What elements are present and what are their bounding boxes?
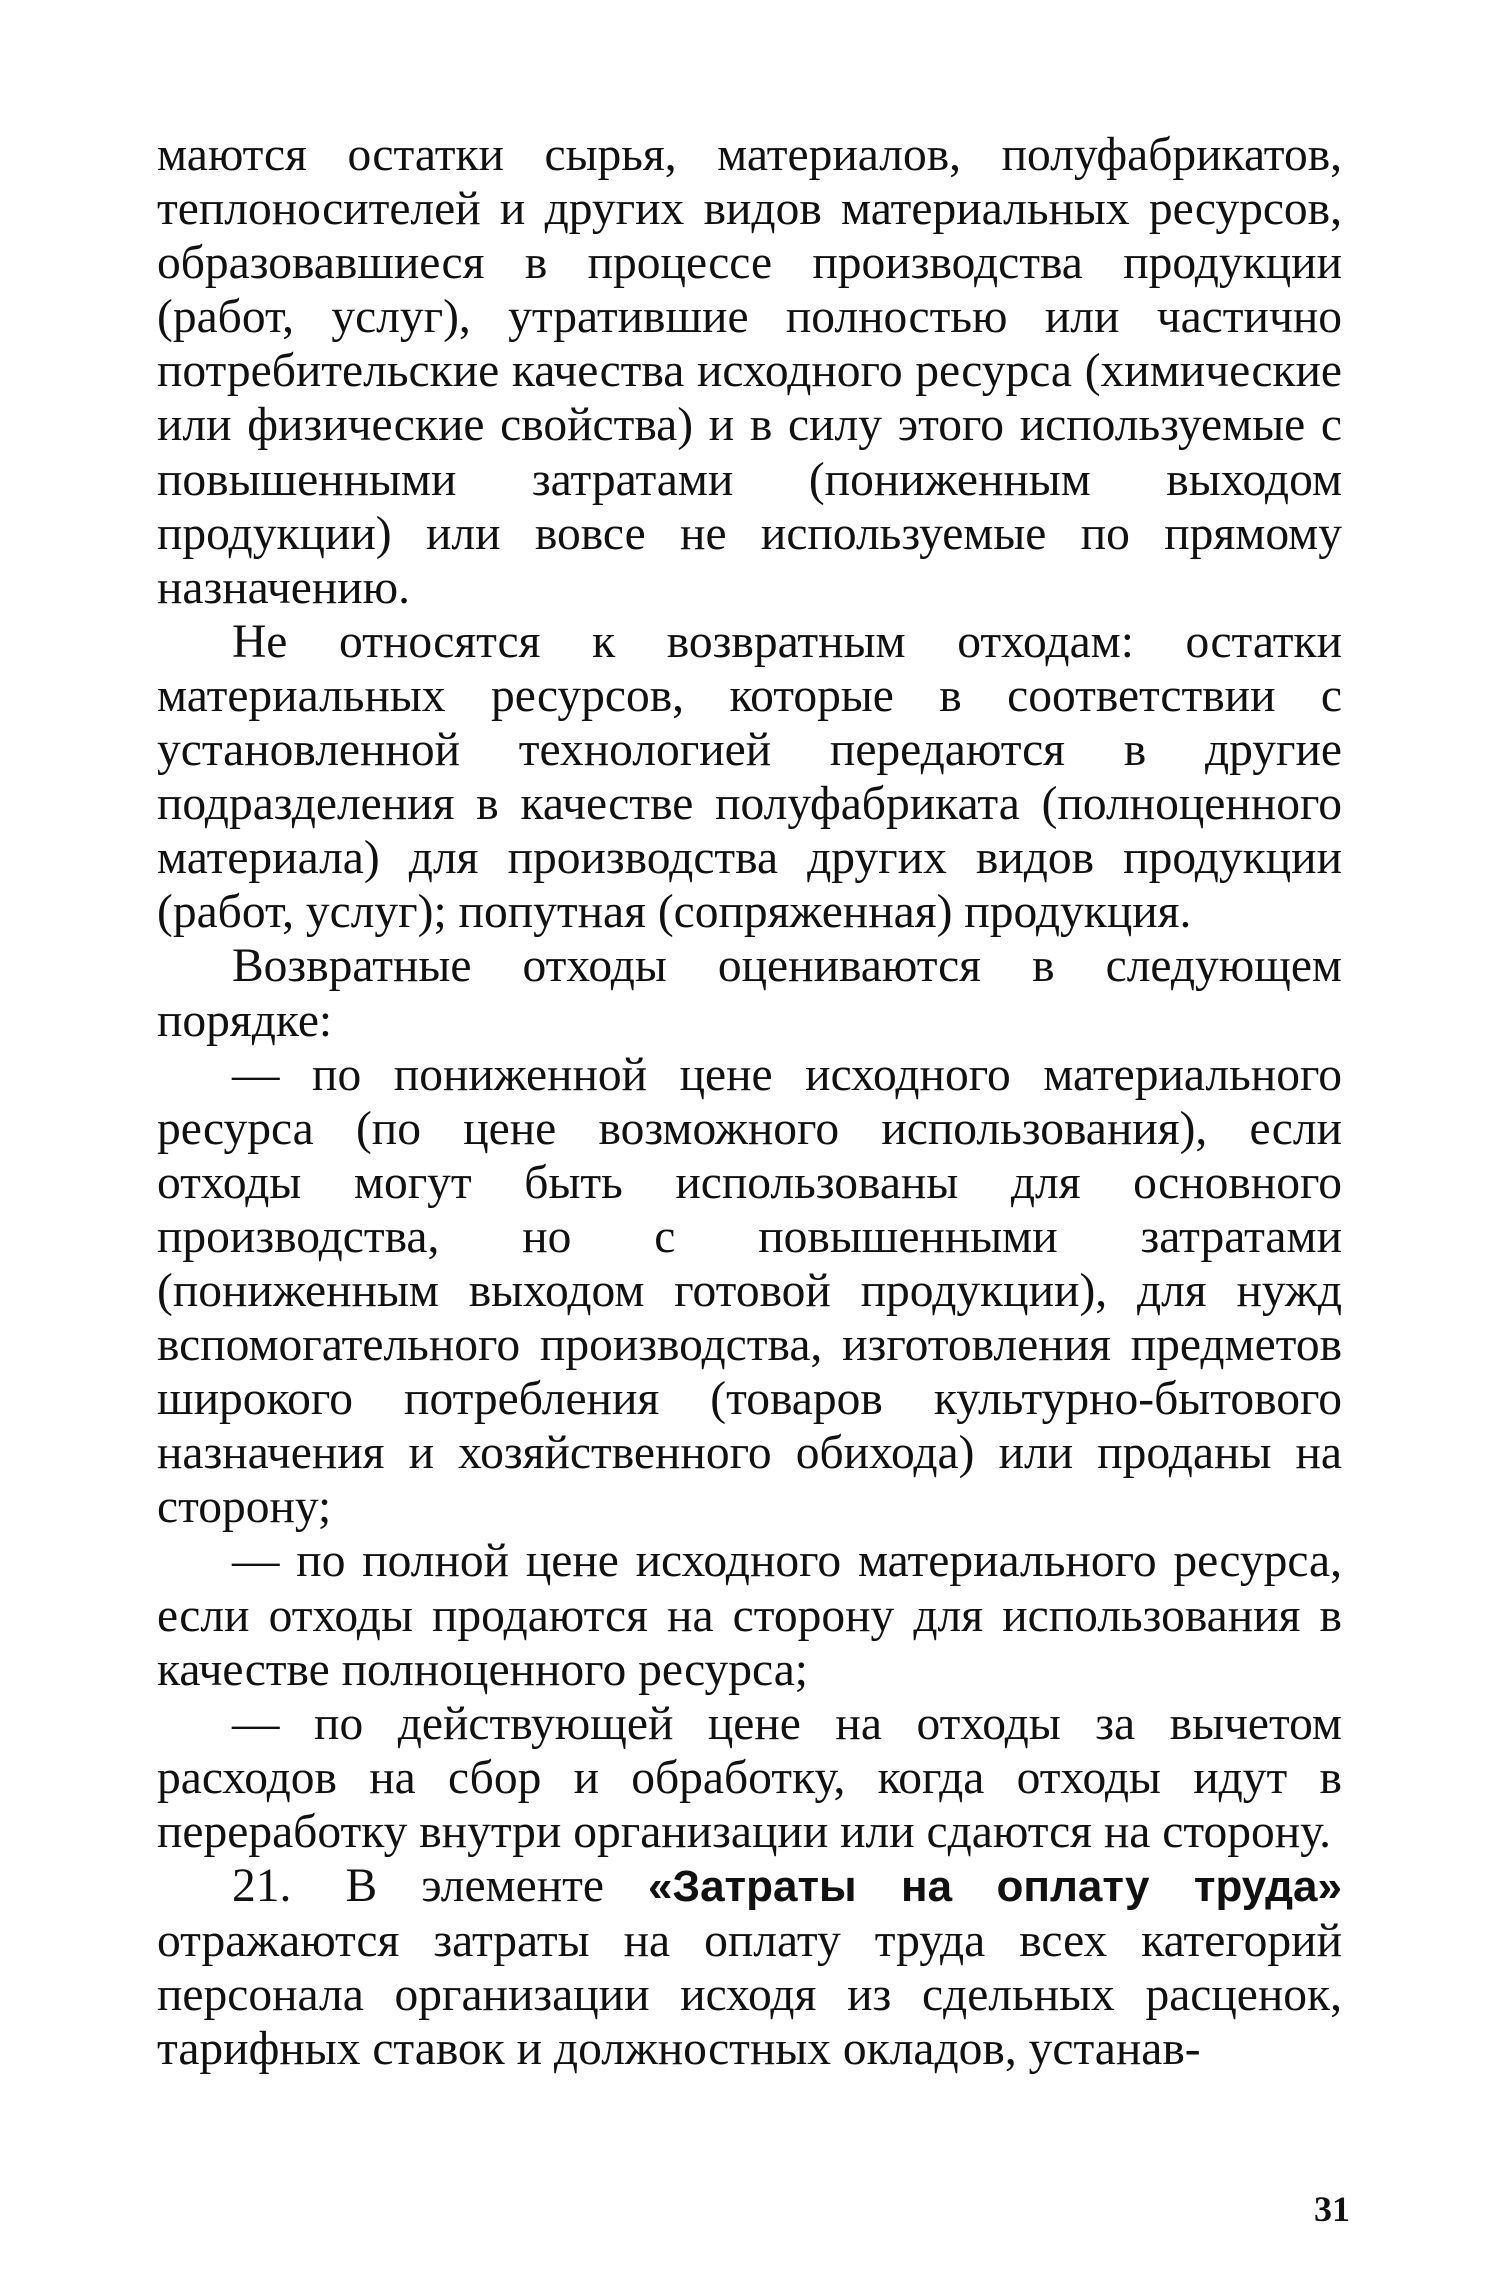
bullet-reduced-price: — по пониженной цене исходного материального ресурса (по цене возможного использования), если отходы могут быть использованы для основного производства, но с повышенными затратами (пониженным выходом готовой продукции), для нужд вспомогательного производства, изготовления предметов широкого потребления (товаров культурно-бытового назначения и хозяйственного обихода) или проданы на сторону; [157, 1048, 1342, 1534]
page-number: 31 [1314, 2189, 1350, 2229]
paragraph-not-returnable-waste: Не относятся к возвратным отходам: остатки материальных ресурсов, которые в соответствии с установленной технологией передаются в другие подразделения в качестве полуфабриката (полноценного материала) для производства других видов продукции (работ, услуг); попутная (сопряженная) продукция. [157, 615, 1342, 939]
item-text: отражаются затраты на оплату труда всех категорий персонала организации исходя из сдельных расценок, тарифных ставок и должностных окладов, устанав- [157, 1915, 1342, 2076]
item-heading: «Затраты на оплату труда» [648, 1862, 1343, 1911]
bullet-current-price: — по действующей цене на отходы за вычетом расходов на сбор и обработку, когда отходы идут в переработку внутри организации или сдаются на сторону. [157, 1697, 1342, 1858]
paragraph-item-21 [157, 1859, 1342, 2076]
paragraph-continuation: маются остатки сырья, материалов, полуфабрикатов, теплоносителей и других видов материальных ресурсов, образовавшиеся в процессе производства продукции (работ, услуг), утратившие полностью или частично потребительские качества исходного ресурса (химические или физические свойства) и в силу этого используемые с повышенными затратами (пониженным выходом продукции) или вовсе не используемые по прямому назначению. [157, 129, 1342, 614]
bullet-full-price: — по полной цене исходного материального ресурса, если отходы продаются на сторону для использования в качестве полноценного ресурса; [157, 1535, 1342, 1696]
body-text [157, 128, 1342, 2076]
item-lead: В элементе [345, 1860, 604, 1912]
paragraph-valuation-intro: Возвратные отходы оцениваются в следующем порядке: [157, 940, 1342, 1047]
item-number: 21. [232, 1860, 292, 1912]
